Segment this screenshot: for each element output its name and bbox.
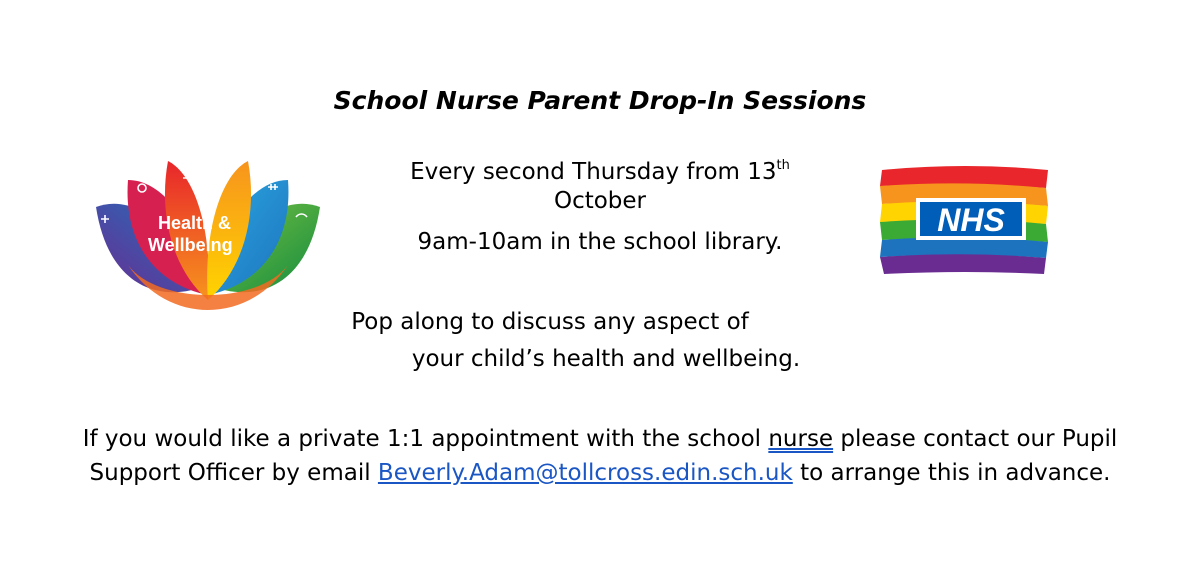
schedule-day-text: Every second Thursday from 13 [410,159,777,185]
page-title: School Nurse Parent Drop-In Sessions [333,86,867,115]
date-ordinal: th [776,158,790,173]
schedule-line-3: 9am-10am in the school library. [417,229,783,255]
stripe-purple [880,254,1046,274]
schedule-line-1 [0,151,1200,187]
nhs-badge-text: NHS [937,202,1005,238]
hw-logo-line2: Wellbeing [148,235,233,255]
invite-line-1: Pop along to discuss any aspect of [351,309,749,335]
appointment-text-1: If you would like a private 1:1 appointment with the school [82,426,769,452]
schedule-line-2: October [553,188,647,214]
hw-logo-line1: Health & [158,213,232,233]
appointment-text-2: please contact our Pupil [833,426,1118,452]
appointment-line-1 [0,424,1200,454]
nurse-word: nurse [768,426,834,452]
invite-line-2: your child’s health and wellbeing. [411,346,801,372]
appointment-text-4: to arrange this in advance. [792,460,1111,486]
appointment-text-3: Support Officer by email [89,460,378,486]
email-link[interactable]: Beverly.Adam@tollcross.edin.sch.uk [377,460,793,486]
appointment-line-2 [0,458,1200,488]
